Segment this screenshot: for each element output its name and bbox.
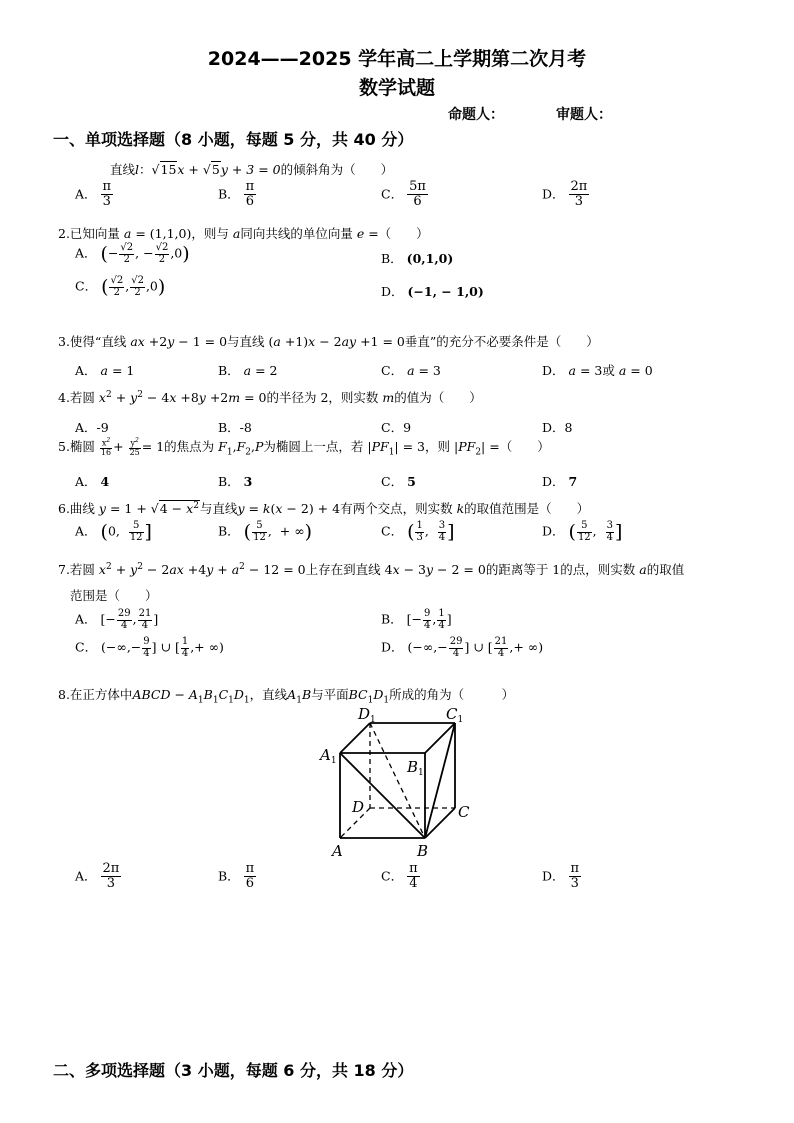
exam-title: 2024——2025 学年高二上学期第二次月考 (207, 48, 587, 70)
q6-option-c[interactable]: C． ( $\frac{1}{3}$ , $\frac{3}{4}$ ] (381, 520, 455, 543)
q1-option-d[interactable]: D． $\frac{2\pi}{3}$ (542, 179, 588, 210)
q6-option-a[interactable]: A． (0, $\frac{5}{12}$ ] (75, 520, 152, 543)
q5-option-a[interactable]: A． 4 (75, 474, 110, 489)
cube-figure (310, 700, 490, 865)
question-6: 6.曲线 $y = 1 + √4 - x^2$与直线y = k(x − 2) + 4有两个交点，则实数 k的取值范围是（ ） (58, 500, 590, 516)
label-d: D (352, 798, 365, 816)
q2-option-c[interactable]: C． ( $\frac{√2}{2}$ , $\frac{√2}{2}$ ,0) (75, 275, 166, 298)
q5-option-c[interactable]: C． 5 (381, 474, 416, 489)
q4-option-c[interactable]: C．9 (381, 420, 412, 435)
question-4: 4.若圆 $x^2 + y^2 - 4x +8y +2m = 0$的半径为 2，则实数 m的值为（ ） (58, 389, 482, 405)
q7-option-d[interactable]: D． (−∞,− $\frac{29}{4}$ ] ∪ [ $\frac{21}{4}$ ,+ ∞) (381, 636, 544, 659)
question-7: 7.若圆 $x^2 + y^2 - 2ax +4y + a^2 - 12 = 0$上存在到直线 4x − 3y − 2 = 0的距离等于 1的点，则实数 a的取值 (58, 561, 685, 577)
exam-subtitle: 数学试题 (358, 77, 435, 99)
q8-option-c[interactable]: C． $\frac{\pi}{4}$ (381, 861, 418, 892)
edge-a1d1 (340, 723, 370, 753)
q3-option-b[interactable]: B． a = 2 (218, 363, 278, 378)
question-8: 8.在正方体中ABCD − $A_1B_1C_1D_1$，直线$A_1B$与平面$BC_1D_1$所成的角为（ ） (58, 687, 515, 706)
q7-option-a[interactable]: A． [− $\frac{29}{4}$ , $\frac{21}{4}$ ] (75, 608, 159, 631)
q5-option-b[interactable]: B． 3 (218, 474, 253, 489)
q6-option-d[interactable]: D． ( $\frac{5}{12}$ , $\frac{3}{4}$ ] (542, 520, 623, 543)
q2-option-a[interactable]: A． (− $\frac{√2}{2}$ , − $\frac{√2}{2}$ ,0) (75, 242, 190, 265)
line-d1b-hidden (370, 723, 425, 838)
q8-option-b[interactable]: B． $\frac{\pi}{6}$ (218, 861, 255, 892)
q3-option-a[interactable]: A． a = 1 (75, 363, 135, 378)
reviewer-label: 审题人： (556, 107, 612, 123)
q1-option-a[interactable]: A． $\frac{\pi}{3}$ (75, 179, 112, 210)
q3-option-c[interactable]: C． a = 3 (381, 363, 441, 378)
section-1-heading: 一、单项选择题（8 小题，每题 5 分，共 40 分） (53, 130, 414, 149)
q7-option-c[interactable]: C． (−∞,− $\frac{9}{4}$ ] ∪ [ $\frac{1}{4}$ ,+ ∞) (75, 636, 224, 659)
q5-option-d[interactable]: D． 7 (542, 474, 578, 489)
label-b: B (417, 842, 429, 860)
q1-option-c[interactable]: C． $\frac{5\pi}{6}$ (381, 179, 426, 210)
setter-label: 命题人： (448, 107, 504, 123)
q4-option-a[interactable]: A．-9 (75, 420, 109, 435)
q8-option-d[interactable]: D． $\frac{\pi}{3}$ (542, 861, 580, 892)
label-a1: $A_1$ (320, 746, 337, 766)
line-c1b (425, 723, 455, 838)
q3-option-d[interactable]: D． a = 3或 a = 0 (542, 363, 653, 378)
q6-option-b[interactable]: B． ( $\frac{5}{12}$ , + ∞) (218, 520, 313, 543)
question-2: 2.已知向量 a = (1,1,0)，则与 a同向共线的单位向量 e =（ ） (58, 226, 429, 241)
question-3: 3.使得“直线 ax +2y − 1 = 0与直线 (a +1)x − 2ay +1 = 0垂直”的充分不必要条件是（ ） (58, 334, 599, 349)
q2-option-d[interactable]: D． (−1, − 1,0) (381, 284, 484, 299)
label-c: C (458, 803, 470, 821)
q7-option-b[interactable]: B． [− $\frac{9}{4}$ , $\frac{1}{4}$ ] (381, 608, 452, 631)
label-c1: $C_1$ (446, 705, 464, 725)
question-7-continued: 范围是（ ） (70, 588, 158, 603)
label-d1: $D_1$ (358, 705, 376, 725)
label-b1: $B_1$ (407, 758, 424, 778)
q8-option-a[interactable]: A． $\frac{2\pi}{3}$ (75, 861, 120, 892)
q2-option-b[interactable]: B． (0,1,0) (381, 251, 454, 266)
q1-option-b[interactable]: B． $\frac{\pi}{6}$ (218, 179, 255, 210)
section-2-heading: 二、多项选择题（3 小题，每题 6 分，共 18 分） (53, 1061, 414, 1080)
question-5: 5.椭圆 $\frac{x^2}{16}$ + $\frac{y^2}{25}$ = 1的焦点为 $F_1,F_2,P$为椭圆上一点，若 $|PF_1| = 3$，则 $|PF_2|$ =（ ） (58, 436, 550, 458)
q4-option-d[interactable]: D．8 (542, 420, 573, 435)
q4-option-b[interactable]: B．-8 (218, 420, 252, 435)
label-a: A (332, 842, 343, 860)
question-1: 直线l：√15x + √5y + 3 = 0的倾斜角为（ ） (110, 162, 394, 177)
